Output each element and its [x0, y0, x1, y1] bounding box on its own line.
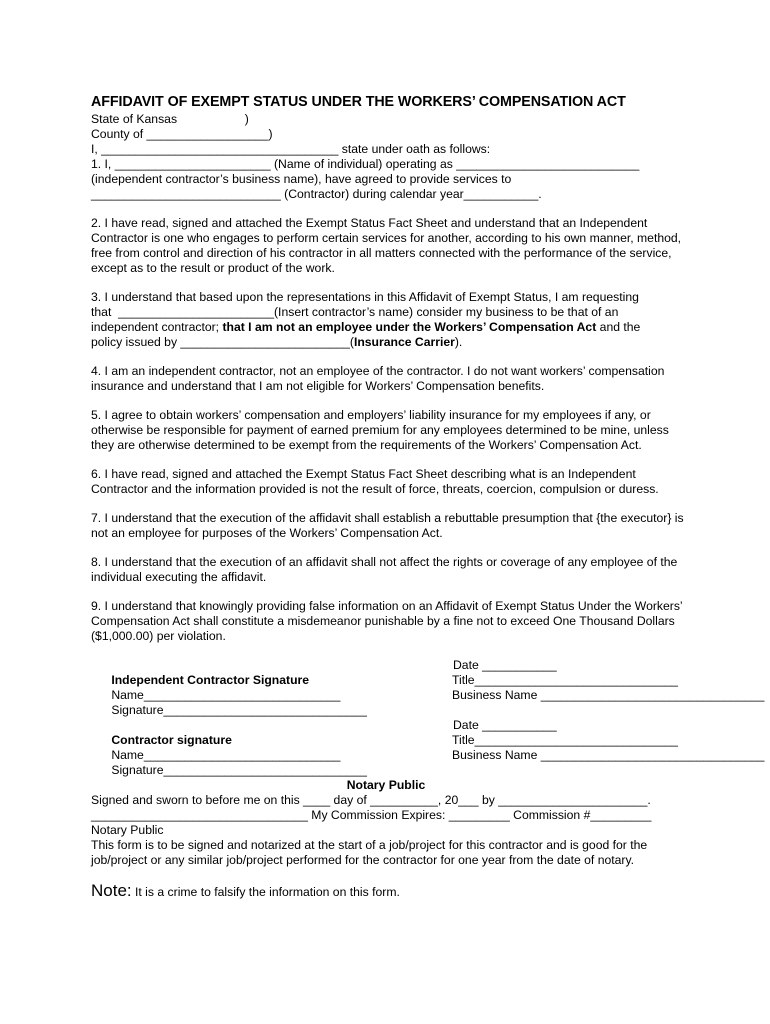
clause-8: 8. I understand that the execution of an affidavit shall not affect the rights or coverage of any employee of the individual executing the affidavit.	[91, 555, 678, 584]
clause-3	[91, 290, 691, 350]
clause-3-text-end: and the	[596, 320, 641, 334]
oath-line: I, ___________________________________ state under oath as follows:	[91, 142, 491, 156]
contractor-signature-heading: Contractor signature	[111, 733, 232, 747]
note-label: Note:	[91, 881, 132, 900]
insurance-carrier-label: Insurance Carrier	[353, 335, 455, 349]
ic-date-field[interactable]: Date ___________	[453, 658, 557, 672]
ic-name-field[interactable]: Name_____________________________	[111, 688, 341, 702]
contractor-name-field[interactable]: Name_____________________________	[111, 748, 341, 762]
policy-text: policy issued by _________________________(	[91, 335, 354, 349]
commission-line[interactable]: ________________________________ My Commission Expires: _________ Commission #_________	[91, 808, 652, 822]
county-line: County of __________________)	[91, 127, 273, 141]
notary-instructions: This form is to be signed and notarized at the start of a job/project for this contractor and is good for the job/project or any similar job/project performed for the contractor for one year from the date of notary.	[91, 838, 648, 867]
note-text: It is a crime to falsify the information on this form.	[131, 885, 400, 899]
clause-3-line-2: that _______________________(Insert contractor’s name) consider my business to be that of an	[91, 305, 619, 319]
affidavit-document	[91, 94, 765, 900]
clause-1-line-1: 1. I, _______________________ (Name of individual) operating as ___________________________	[91, 157, 640, 171]
clause-1-line-3: ____________________________ (Contractor) during calendar year___________.	[91, 187, 542, 201]
contractor-date-field[interactable]: Date ___________	[453, 718, 557, 732]
notary-heading: Notary Public	[346, 778, 426, 792]
policy-text-end: ).	[454, 335, 463, 349]
clause-3-bold-text: that I am not an employee under the Workers’ Compensation Act	[222, 320, 597, 334]
state-line: State of Kansas )	[91, 112, 249, 126]
notary-public-label: Notary Public	[91, 823, 164, 837]
clause-3-line-4	[91, 335, 691, 350]
ic-signature-field[interactable]: Signature______________________________	[111, 703, 367, 717]
contractor-business-name-field[interactable]: Business Name _________________________________	[452, 748, 765, 762]
clause-6: 6. I have read, signed and attached the Exempt Status Fact Sheet describing what is an Independent Contractor and the information provided is not the result of force, threats, coercion, compulsion or duress.	[91, 467, 659, 496]
ic-title-field[interactable]: Title______________________________	[452, 673, 678, 687]
independent-contractor-signature-block	[91, 658, 765, 717]
contractor-signature-field[interactable]: Signature______________________________	[111, 763, 367, 777]
clause-4: 4. I am an independent contractor, not an employee of the contractor. I do not want workers’ compensation insurance and understand that I am not eligible for Workers’ Compensation benefits.	[91, 364, 665, 393]
contractor-title-field[interactable]: Title______________________________	[452, 733, 678, 747]
clause-7: 7. I understand that the execution of the affidavit shall establish a rebuttable presumption that {the executor} is not an employee for purposes of the Workers’ Compensation Act.	[91, 511, 684, 540]
document-title: AFFIDAVIT OF EXEMPT STATUS UNDER THE WORKERS’ COMPENSATION ACT	[91, 94, 626, 110]
ic-signature-heading: Independent Contractor Signature	[111, 673, 310, 687]
clause-1-line-2: (independent contractor’s business name), have agreed to provide services to	[91, 172, 512, 186]
contractor-signature-block	[91, 718, 765, 777]
clause-2: 2. I have read, signed and attached the Exempt Status Fact Sheet and understand that an Independent Contractor is one who engages to perform certain services for another, according to his own manner, method, free from control and direction of his contractor in all matters connected with the performance of the service, except as to the result or product of the work.	[91, 216, 682, 275]
clause-3-line-3	[91, 320, 691, 335]
clause-3-text: independent contractor;	[91, 320, 223, 334]
ic-business-name-field[interactable]: Business Name _________________________________	[452, 688, 765, 702]
note	[91, 883, 691, 900]
clause-3-line-1: 3. I understand that based upon the representations in this Affidavit of Exempt Status, I am requesting	[91, 290, 639, 304]
clause-9: 9. I understand that knowingly providing false information on an Affidavit of Exempt Status Under the Workers’ Compensation Act shall constitute a misdemeanor punishable by a fine not to exceed One Thousand Dollars ($1,000.00) per violation.	[91, 599, 683, 643]
clause-5: 5. I agree to obtain workers’ compensation and employers’ liability insurance for my employees if any, or otherwise be responsible for payment of earned premium for any employees determined to be mine, unless they are otherwise determined to be exempt from the requirements of the Workers’ Compensation Act.	[91, 408, 669, 452]
sworn-line[interactable]: Signed and sworn to before me on this ____ day of __________, 20___ by ______________________.	[91, 793, 651, 807]
